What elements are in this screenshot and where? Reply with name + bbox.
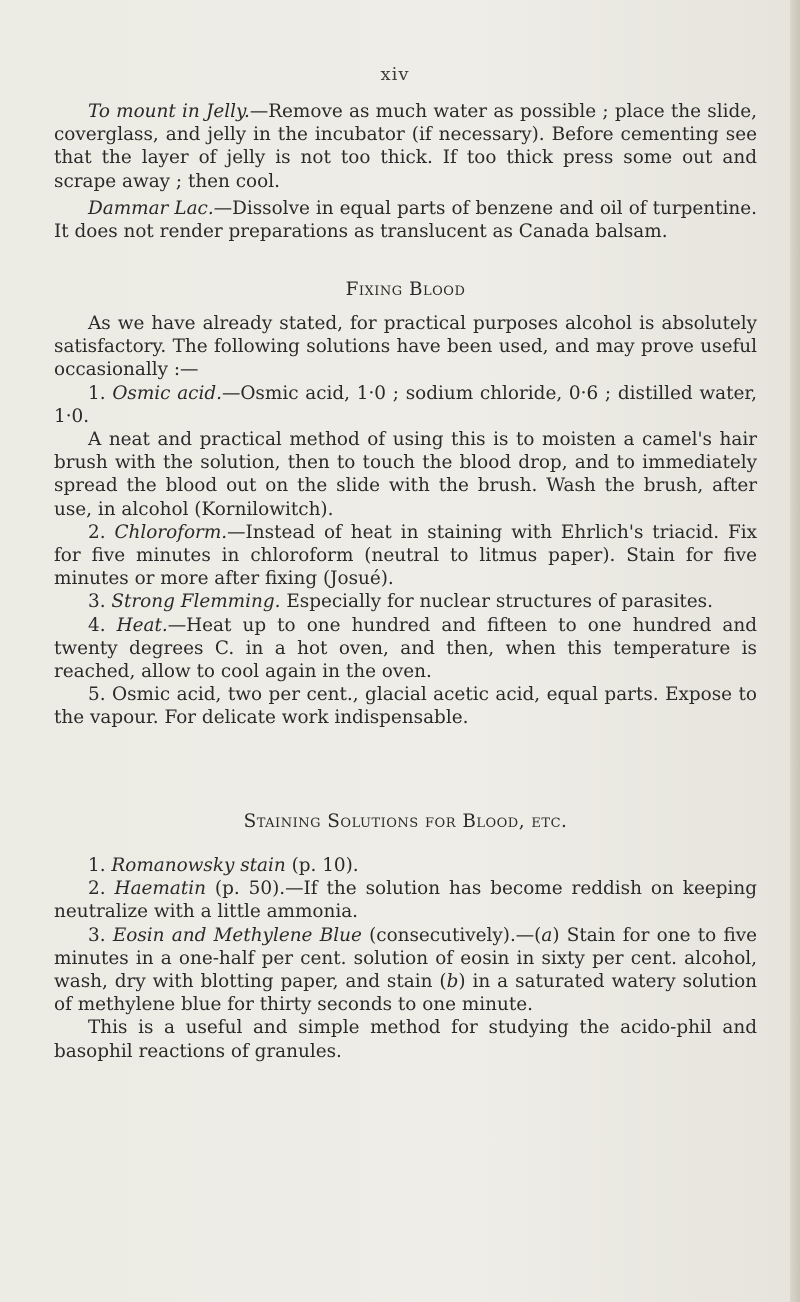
item-title: Eosin and Methylene Blue bbox=[112, 924, 362, 946]
fixing-intro: As we have already stated, for practical purposes alcohol is absolutely satisfactory. The following solutions have been used, and may prove useful occasionally :— bbox=[54, 313, 757, 381]
jelly-paragraph bbox=[54, 100, 757, 193]
dammar-text: —Dissolve in equal parts of benzene and oil of turpentine. It does not render preparations as translucent as Canada balsam. bbox=[54, 198, 757, 243]
item-number: 2. bbox=[88, 878, 106, 900]
fixing-item-2 bbox=[54, 521, 757, 591]
item-title: Heat. bbox=[116, 614, 168, 636]
page-number: xiv bbox=[380, 64, 410, 85]
item-text: —Osmic acid, 1·0 ; sodium chloride, 0·6 ; distilled water, 1·0. bbox=[54, 382, 758, 427]
staining-item-2 bbox=[54, 877, 757, 923]
item-title: Romanowsky stain bbox=[111, 855, 286, 876]
item-title: Haematin bbox=[114, 878, 206, 900]
staining-section bbox=[54, 854, 757, 1063]
dammar-title: Dammar Lac. bbox=[88, 198, 214, 219]
item-title: Chloroform. bbox=[114, 521, 228, 543]
jelly-title: To mount in Jelly. bbox=[88, 101, 250, 122]
item-number: 4. bbox=[88, 614, 106, 636]
page-edge bbox=[790, 0, 800, 1302]
item-text: —Instead of heat in staining with Ehrlich's triacid. Fix for five minutes in chloroform (neutral to litmus paper). Stain for five minutes or more after fixing (Josué). bbox=[54, 521, 757, 590]
fixing-item-3 bbox=[54, 590, 757, 613]
item-number: 3. bbox=[88, 924, 106, 946]
item-title: Osmic acid. bbox=[112, 382, 222, 404]
fixing-item-1-note: A neat and practical method of using this is to moisten a camel's hair brush with the solution, then to touch the blood drop, and to immediately spread the blood out on the slide with the brush. Wash the brush, after use, in alcohol (Kornilowitch). bbox=[54, 429, 757, 520]
fixing-section bbox=[54, 312, 757, 730]
item-text: Especially for nuclear structures of parasites. bbox=[280, 591, 713, 613]
item-letter: a bbox=[541, 924, 553, 946]
item-text: Osmic acid, two per cent., glacial acetic acid, equal parts. Expose to the vapour. For delicate work indispensable. bbox=[54, 684, 757, 729]
staining-item-1 bbox=[54, 854, 757, 877]
item-number: 2. bbox=[88, 521, 106, 543]
staining-item-3 bbox=[54, 924, 757, 1017]
item-text: ) Stain for one to five minutes in a one-half per cent. solution of eosin in sixty per cent. alcohol, wash, dry with blotting paper, and stain ( bbox=[54, 924, 757, 993]
item-text: (consecutively).—( bbox=[361, 924, 542, 946]
item-letter: b bbox=[446, 971, 459, 993]
item-number: 1. bbox=[88, 855, 106, 876]
item-title: Strong Flemming. bbox=[111, 591, 281, 613]
staining-heading: Staining Solutions for Blood, etc. bbox=[243, 811, 568, 832]
fixing-item-5 bbox=[54, 683, 757, 729]
item-number: 1. bbox=[88, 382, 106, 404]
fixing-heading: Fixing Blood bbox=[345, 279, 466, 300]
fixing-item-4 bbox=[54, 614, 757, 684]
dammar-paragraph bbox=[54, 197, 757, 243]
item-text: —Heat up to one hundred and fifteen to one hundred and twenty degrees C. in a hot oven, and then, when this temperature is reached, allow to cool again in the oven. bbox=[54, 614, 757, 683]
fixing-item-1 bbox=[54, 382, 757, 428]
item-number: 5. bbox=[88, 684, 106, 706]
item-text: (p. 50).—If the solution has become reddish on keeping neutralize with a little ammonia. bbox=[54, 878, 757, 923]
item-text: ) in a saturated watery solution of methylene blue for thirty seconds to one minute. bbox=[54, 971, 757, 1016]
item-number: 3. bbox=[88, 591, 106, 613]
jelly-text: —Remove as much water as possible ; place the slide, coverglass, and jelly in the incubator (if necessary). Before cementing see that the layer of jelly is not too thick. If too thick press some out and scrape away ; then cool. bbox=[54, 101, 757, 192]
staining-closing: This is a useful and simple method for studying the acido-phil and basophil reactions of granules. bbox=[54, 1017, 757, 1062]
item-text: (p. 10). bbox=[285, 855, 359, 876]
